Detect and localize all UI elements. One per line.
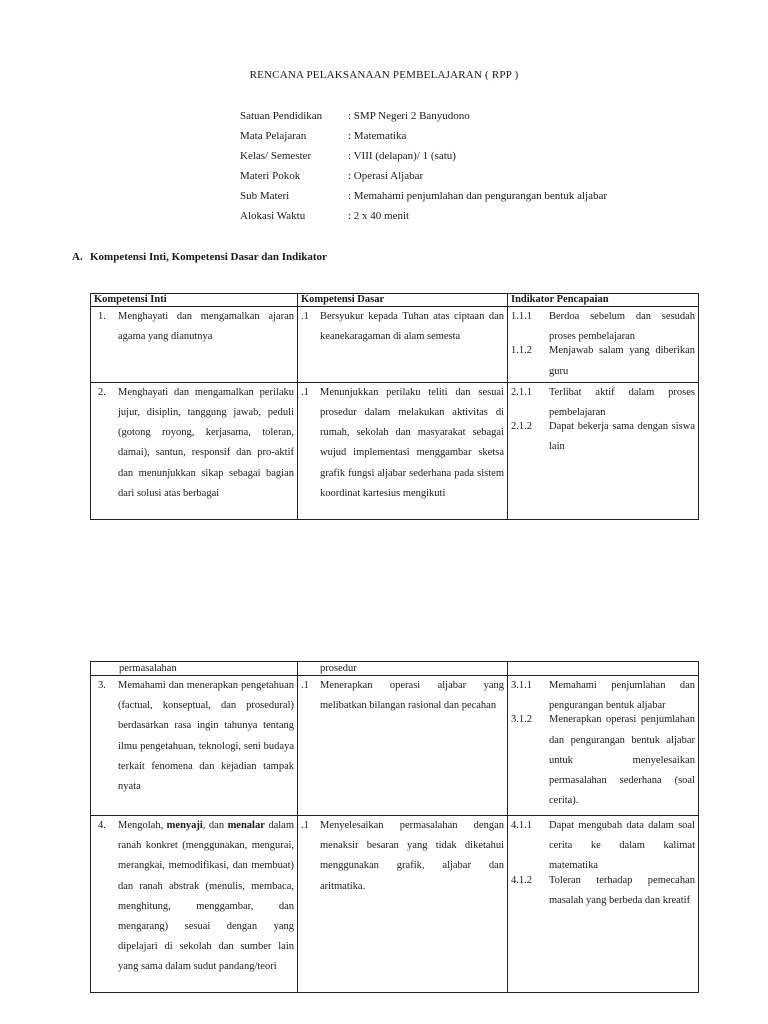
info-value: : VIII (delapan)/ 1 (satu) (348, 150, 456, 162)
kd-number: .1 (301, 680, 309, 691)
indicator-text: Menerapkan operasi penjumlahan dan pengurangan bentuk aljabar untuk menyelesaikan permasalahan sederhana (soal cerita). (549, 714, 695, 807)
info-value: : 2 x 40 menit (348, 210, 410, 222)
indicator-text: Menjawab salam yang diberikan guru (549, 345, 695, 377)
kd-text: Menunjukkan perilaku teliti dan sesuai prosedur dalam melakukan aktivitas di rumah, sekolah dan masyarakat sebagai wujud implementasi menggambar sketsa grafik fungsi aljabar sederhana pada sistem koordinat kartesius mengikuti (320, 386, 504, 499)
ki-text-mid: , dan (202, 820, 225, 831)
ki-cell (91, 307, 298, 383)
info-label: Kelas/ Semester (240, 150, 312, 162)
ki-text: Memahami dan menerapkan pengetahuan (factual, konseptual, dan prosedural) berdasarkan rasa ingin tahunya tentang ilmu pengetahuan, teknologi, seni budaya terkait fenomena dan kejadian tampak nyata (118, 680, 294, 793)
ki-text: Menghayati dan mengamalkan perilaku jujur, disiplin, tanggung jawab, peduli (gotong royong, kerjasama, toleran, damai), santun, responsif dan pro-aktif dan menunjukkan sikap sebagai bagian dari solusi atas berbagai (118, 386, 294, 499)
indicator-number: 4.1.2 (511, 874, 532, 886)
ki-cell (91, 676, 298, 816)
indicator-number: 2.1.1 (511, 386, 532, 398)
info-row (240, 149, 607, 169)
table-row-continuation (91, 662, 699, 676)
info-row (240, 209, 607, 229)
indicator-cell (508, 816, 699, 993)
indicator-cell (508, 662, 699, 676)
kd-continuation: prosedur (320, 663, 357, 674)
indicator-number: 3.1.1 (511, 680, 532, 691)
indicator-text: Dapat mengubah data dalam soal cerita ke dalam kalimat matematika (549, 820, 695, 872)
indicator-text: Terlibat aktif dalam proses pembelajaran (549, 386, 695, 419)
info-row (240, 109, 607, 129)
indicator-number: 1.1.2 (511, 345, 532, 357)
ki-number: 4. (98, 820, 106, 831)
info-value: : Memahami penjumlahan dan pengurangan bentuk aljabar (348, 190, 608, 202)
document-title: RENCANA PELAKSANAAN PEMBELAJARAN ( RPP ) (249, 69, 519, 81)
kd-cell (298, 676, 508, 816)
competency-table (90, 293, 699, 520)
indicator-number: 2.1.2 (511, 421, 532, 433)
ki-number: 2. (98, 386, 106, 398)
ki-keyword-menyaji: menyaji (166, 820, 203, 831)
indicator-cell (508, 307, 699, 383)
ki-keyword-menalar: menalar (227, 820, 265, 831)
indicator-text: Dapat bekerja sama dengan siswa lain (549, 421, 695, 453)
info-value: : SMP Negeri 2 Banyudono (348, 110, 470, 122)
indicator-number: 1.1.1 (511, 311, 532, 322)
section-title: Kompetensi Inti, Kompetensi Dasar dan Indikator (90, 251, 327, 263)
ki-cell (91, 816, 298, 993)
kd-cell (298, 816, 508, 993)
header-indikator: Indikator Pencapaian (508, 294, 699, 307)
ki-text (118, 816, 294, 978)
info-label: Satuan Pendidikan (240, 110, 323, 122)
ki-text-post: dalam ranah konkret (menggunakan, mengurai, merangkai, memodifikasi, dan membuat) dan ranah abstrak (menulis, membaca, menghitung, menggambar, dan mengarang) sesuai dengan yang dipelajari di sekolah dan sumber lain yang sama dalam sudut pandang/teori (118, 820, 295, 973)
indicator-number: 3.1.2 (511, 714, 532, 726)
kd-cell (298, 307, 508, 383)
info-value: : Matematika (348, 130, 407, 142)
indicator-number: 4.1.1 (511, 820, 532, 831)
ki-number: 1. (98, 311, 106, 322)
table-row (91, 676, 699, 816)
table-row (91, 307, 699, 383)
indicator-text: Toleran terhadap pemecahan masalah yang berbeda dan kreatif (549, 874, 695, 906)
table-row (91, 816, 699, 993)
header-kd: Kompetensi Dasar (298, 294, 508, 307)
info-row (240, 129, 607, 149)
ki-text-pre: Mengolah, (118, 820, 164, 831)
indicator-cell (508, 676, 699, 816)
info-row (240, 169, 607, 189)
kd-number: .1 (301, 386, 309, 398)
ki-cell (91, 382, 298, 519)
kd-text: Menyelesaikan permasalahan dengan menaksir besaran yang tidak diketahui menggunakan grafik, aljabar dan aritmatika. (320, 820, 504, 892)
kd-text: Bersyukur kepada Tuhan atas ciptaan dan keanekaragaman di alam semesta (320, 311, 504, 343)
kd-number: .1 (301, 820, 309, 831)
indicator-cell (508, 382, 699, 519)
table-row (91, 382, 699, 519)
section-number: A. (72, 251, 83, 263)
indicator-text: Memahami penjumlahan dan pengurangan bentuk aljabar (549, 680, 695, 712)
kd-number: .1 (301, 311, 309, 322)
identity-block (240, 109, 607, 229)
competency-table-continued (90, 661, 699, 993)
info-label: Mata Pelajaran (240, 130, 307, 142)
kd-text: Menerapkan operasi aljabar yang melibatkan bilangan rasional dan pecahan (320, 680, 504, 712)
header-ki: Kompetensi Inti (91, 294, 298, 307)
kd-cell (298, 382, 508, 519)
ki-continuation: permasalahan (119, 663, 177, 674)
section-heading (72, 251, 327, 263)
indicator-text: Berdoa sebelum dan sesudah proses pembelajaran (549, 311, 695, 343)
ki-number: 3. (98, 680, 106, 691)
info-label: Materi Pokok (240, 170, 301, 182)
ki-text: Menghayati dan mengamalkan ajaran agama yang dianutnya (118, 311, 294, 343)
info-value: : Operasi Aljabar (348, 170, 424, 182)
info-row (240, 189, 607, 209)
info-label: Alokasi Waktu (240, 210, 306, 222)
ki-cell (91, 662, 298, 676)
table-header-row (91, 294, 699, 307)
info-label: Sub Materi (240, 190, 290, 202)
kd-cell (298, 662, 508, 676)
